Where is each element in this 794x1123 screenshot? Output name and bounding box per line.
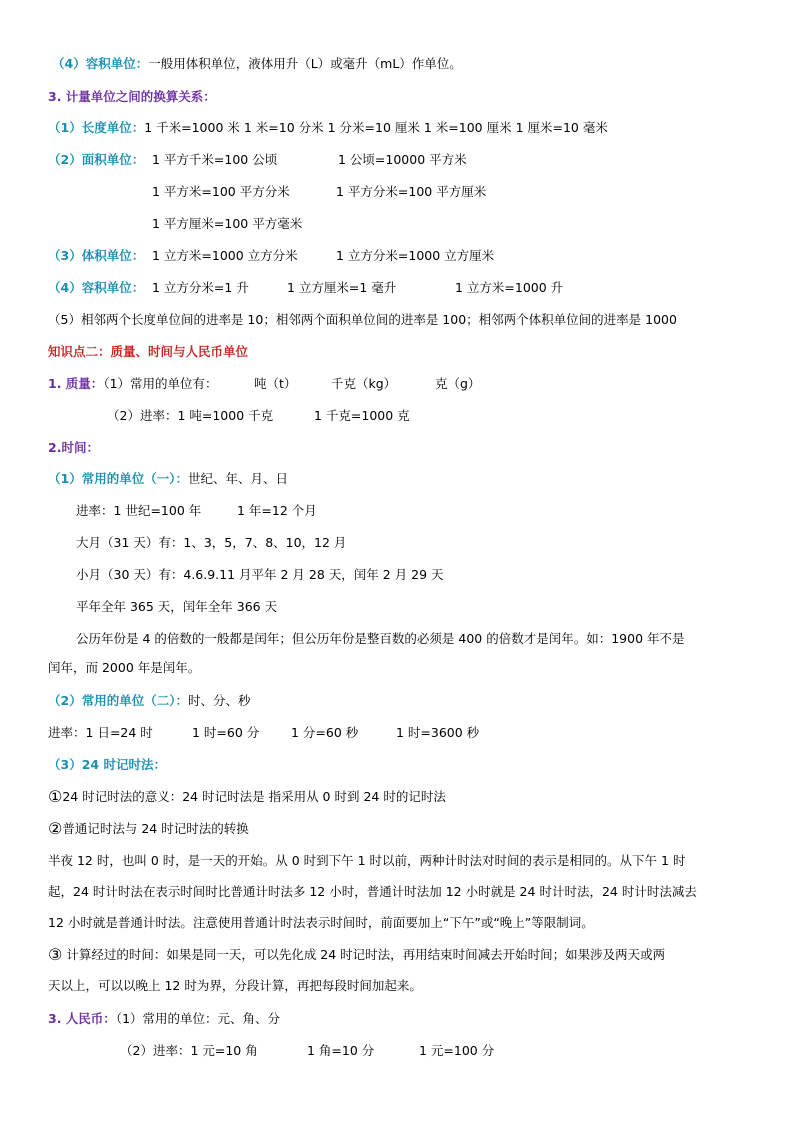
time-rate2-d: 1 时=3600 秒: [396, 725, 480, 740]
area-label: （2）面积单位：: [48, 152, 145, 167]
capacity-b: 1 立方厘米=1 毫升: [287, 280, 397, 295]
time-rate2-c: 1 分=60 秒: [291, 725, 359, 740]
capacity-c: 1 立方米=1000 升: [455, 280, 564, 295]
time-units1-line: [48, 470, 288, 488]
rmb-rate-1: 1 元=10 角: [190, 1043, 258, 1058]
time-rate2-a: 1 日=24 时: [85, 725, 153, 740]
knowledge-point-title: 知识点二：质量、时间与人民币单位: [48, 344, 249, 359]
area-r2a: 1 平方米=100 平方分米: [152, 184, 290, 199]
mass-unit-ton: 吨（t）: [254, 376, 297, 391]
rmb-line: [48, 1010, 280, 1028]
area-r2b: 1 平方分米=100 平方厘米: [336, 184, 487, 199]
time-rate1-label: 进率：: [76, 503, 114, 518]
convert-para-line2: 起，24 时计时法在表示时间时比普通计时法多 12 小时，普通计时法加 12 小时就是 24 时计时法，24 时计时法减去: [48, 884, 697, 899]
convert-para-line1: 半夜 12 时，也叫 0 时，是一天的开始。从 0 时到下午 1 时以前，两种计时法对时间的表示是相同的。从下午 1 时: [48, 853, 686, 868]
year-days-line: 平年全年 365 天，闰年全年 366 天: [76, 599, 278, 614]
circled-two-marker: ②: [48, 819, 63, 838]
mass-rate-2: 1 千克=1000 克: [314, 408, 410, 423]
area-label-line: [48, 151, 144, 169]
big-month-line: 大月（31 天）有：1、3，5，7、8、10，12 月: [76, 535, 347, 550]
rmb-units-label: （1）常用的单位：: [115, 1011, 218, 1026]
capacity-intro-label: （4）容积单位：: [52, 56, 149, 71]
mass-unit-kg: 千克（kg）: [331, 376, 397, 391]
volume-a: 1 立方米=1000 立方分米: [152, 248, 298, 263]
conversion-heading: 3. 计量单位之间的换算关系：: [48, 89, 216, 104]
capacity-a: 1 立方分米=1 升: [152, 280, 249, 295]
volume-label: （3）体积单位：: [48, 248, 145, 263]
length-text: 1 千米=1000 米 1 米=10 分米 1 分米=10 厘米 1 米=100 厘米 1 厘米=10 毫米: [144, 120, 608, 135]
time-units2-line: [48, 692, 250, 710]
mass-rate-1: 1 吨=1000 千克: [177, 408, 274, 423]
leap-year-p2: 闰年，而 2000 年是闰年。: [48, 660, 201, 675]
mass-heading: 1. 质量：: [48, 376, 104, 391]
elapsed-time-text1: 计算经过的时间：如果是同一天，可以先化成 24 时记时法，再用结束时间减去开始时间；如果涉及两天或两: [62, 947, 666, 962]
volume-line: [48, 247, 144, 265]
area-r1a: 1 平方千米=100 公顷: [152, 152, 278, 167]
rmb-rate-label: （2）进率：: [120, 1043, 191, 1058]
time-rate1-a: 1 世纪=100 年: [113, 503, 202, 518]
mass-line: [48, 375, 218, 393]
time-rate1-line: [76, 502, 201, 520]
circled-one-marker: ①: [48, 787, 63, 806]
circled-three-marker: ③: [48, 945, 63, 964]
capacity-intro-line: [52, 55, 462, 73]
time-units2-text: 时、分、秒: [187, 693, 251, 708]
h24-meaning-text: 24 时记时法的意义：24 时记时法是 指采用从 0 时到 24 时的记时法: [62, 789, 446, 804]
mass-rate-label: （2）进率：: [107, 408, 178, 423]
area-r3a: 1 平方厘米=100 平方毫米: [152, 216, 303, 231]
length-line: [48, 119, 608, 137]
time-units1-text: 世纪、年、月、日: [187, 471, 288, 486]
time-rate1-b: 1 年=12 个月: [237, 503, 317, 518]
elapsed-time-line2: 天以上，可以以晚上 12 时为界，分段计算，再把每段时间加起来。: [48, 978, 422, 993]
h24-label: （3）24 时记时法：: [48, 757, 166, 772]
elapsed-time-line1: [48, 946, 665, 964]
time-rate2-b: 1 时=60 分: [192, 725, 260, 740]
rmb-heading: 3. 人民币：: [48, 1011, 116, 1026]
small-month-line: 小月（30 天）有：4.6.9.11 月平年 2 月 28 天，闰年 2 月 29 天: [76, 567, 444, 582]
h24-convert-line: [48, 820, 249, 838]
capacity-intro-text: 一般用体积单位，液体用升（L）或毫升（mL）作单位。: [148, 56, 462, 71]
mass-rate-line: [107, 407, 273, 425]
capacity-line: [48, 279, 144, 297]
mass-units-label: （1）常用的单位有：: [103, 376, 218, 391]
length-label: （1）长度单位：: [48, 120, 145, 135]
leap-year-p1: 公历年份是 4 的倍数的一般都是闰年；但公历年份是整百数的必须是 400 的倍数才是闰年。如：1900 年不是: [76, 631, 685, 646]
capacity-label: （4）容积单位：: [48, 280, 145, 295]
rmb-units: 元、角、分: [217, 1011, 281, 1026]
time-heading: 2.时间：: [48, 440, 99, 455]
rmb-rate-2: 1 角=10 分: [307, 1043, 375, 1058]
rmb-rate-3: 1 元=100 分: [419, 1043, 495, 1058]
rmb-rate-line: [120, 1042, 258, 1060]
rates-line: （5）相邻两个长度单位间的进率是 10；相邻两个面积单位间的进率是 100；相邻两个体积单位间的进率是 1000: [48, 312, 677, 327]
area-r1b: 1 公顷=10000 平方米: [338, 152, 467, 167]
mass-unit-g: 克（g）: [435, 376, 481, 391]
time-units2-label: （2）常用的单位（二）：: [48, 693, 188, 708]
time-units1-label: （1）常用的单位（一）：: [48, 471, 188, 486]
time-rate2-label: 进率：: [48, 725, 86, 740]
h24-convert-text: 普通记时法与 24 时记时法的转换: [62, 821, 249, 836]
volume-b: 1 立方分米=1000 立方厘米: [336, 248, 495, 263]
h24-meaning-line: [48, 788, 446, 806]
time-rate2-line: [48, 724, 153, 742]
convert-para-line3: 12 小时就是普通计时法。注意使用普通计时法表示时间时，前面要加上“下午”或“晚上”等限制词。: [48, 915, 594, 930]
